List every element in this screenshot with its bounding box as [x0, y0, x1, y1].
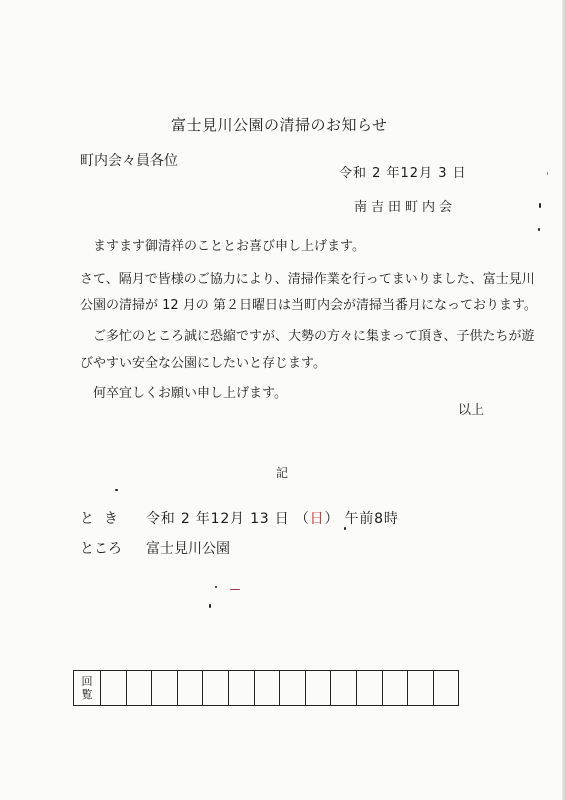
notice-title: 富士見川公園の清掃のお知らせ — [171, 116, 388, 134]
circulation-label-line1: 回 — [81, 675, 93, 688]
body-paragraph: 公園の清掃が 12 月の 第２日曜日は当町内会が清掃当番月になっております。 — [80, 298, 537, 313]
where-value: 富士見川公園 — [146, 541, 230, 557]
stamp-cell — [408, 671, 434, 706]
event-date: 令和 2 年12月 13 日 — [146, 511, 290, 527]
stamp-cell — [228, 671, 254, 706]
stamp-cell — [433, 671, 459, 706]
stamp-cell — [177, 671, 203, 706]
circulation-label-line2: 覧 — [81, 688, 93, 701]
paren-close: ） — [324, 511, 340, 527]
scan-speck — [115, 489, 118, 491]
stamp-cell — [331, 671, 357, 706]
event-weekday: 日 — [309, 511, 325, 527]
body-paragraph: ますます御清祥のこととお喜び申し上げます。 — [93, 239, 365, 254]
circulation-row — [74, 671, 459, 706]
body-paragraph: びやすい安全な公園にしたいと存じます。 — [80, 356, 326, 371]
circulation-stamp-table — [73, 670, 459, 706]
scan-speck — [215, 586, 217, 588]
scan-speck — [547, 172, 548, 175]
when-label: とき — [80, 511, 128, 527]
stamp-cell — [280, 671, 306, 706]
circulation-label — [74, 671, 101, 706]
scan-speck — [209, 604, 211, 608]
scan-speck — [539, 203, 541, 208]
sender: 南吉田町内会 — [354, 200, 457, 215]
stamp-cell — [203, 671, 229, 706]
body-paragraph: 何卒宜しくお願い申し上げます。 — [93, 386, 287, 401]
stamp-cell — [382, 671, 408, 706]
stamp-cell — [152, 671, 178, 706]
details-heading: 記 — [276, 466, 289, 480]
event-time: 午前8時 — [344, 511, 399, 527]
paren-open: （ — [294, 511, 310, 527]
closing-mark: 以上 — [458, 403, 485, 418]
when-value — [146, 511, 399, 527]
addressee: 町内会々員各位 — [80, 153, 178, 169]
stamp-cell — [126, 671, 152, 706]
stamp-cell — [305, 671, 331, 706]
scan-speck — [538, 228, 540, 231]
where-label: ところ — [80, 541, 122, 557]
stamp-cell — [356, 671, 382, 706]
body-paragraph: さて、隔月で皆様のご協力により、清掃作業を行ってまいりました、富士見川 — [80, 272, 535, 287]
scan-speck — [344, 527, 346, 530]
stamp-cell — [254, 671, 280, 706]
stamp-cell — [101, 671, 127, 706]
issue-date: 令和 2 年12月 3 日 — [339, 166, 467, 181]
page-edge — [562, 0, 566, 800]
scan-speck — [230, 589, 240, 590]
body-paragraph: ご多忙のところ誠に恐縮ですが、大勢の方々に集まって頂き、子供たちが遊 — [93, 329, 535, 344]
